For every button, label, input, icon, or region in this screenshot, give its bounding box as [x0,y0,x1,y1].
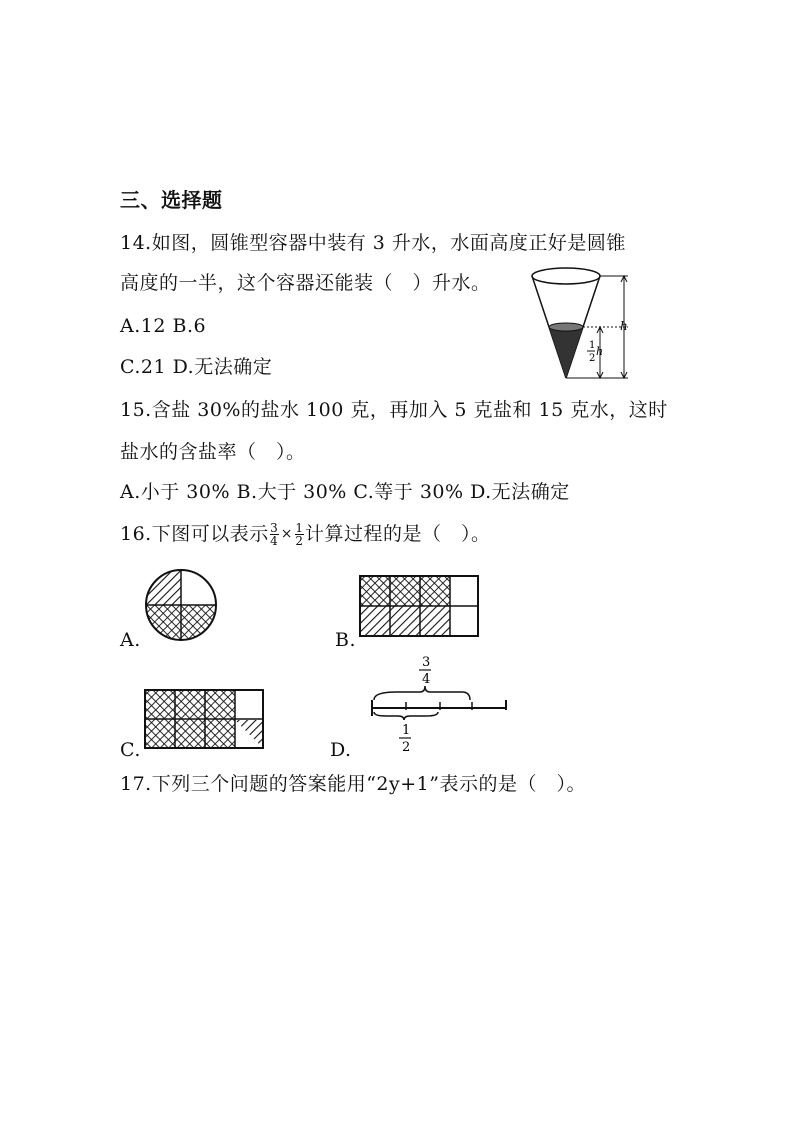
cone-rim [532,268,600,284]
d-bottom-num: 1 [402,723,411,738]
fraction-one-half [295,522,304,547]
half-var: h [596,345,604,358]
q14-line1: 14.如图，圆锥型容器中装有 3 升水，水面高度正好是圆锥 [120,232,626,254]
fraction-numerator: 3 [270,520,279,535]
water-surface [549,323,583,331]
fraction-three-quarters [270,522,279,547]
d-bottom-den: 2 [402,740,411,754]
q17-line: 17.下列三个问题的答案能用“2y+1”表示的是（ ）。 [120,773,586,795]
fraction-denominator: 2 [295,533,304,548]
q14-options-cd: C.21 D.无法确定 [120,356,273,378]
q14-options-ab: A.12 B.6 [120,315,207,337]
cone-water [549,327,583,378]
option-a-circle-figure [142,566,220,644]
bottom-brace [374,712,438,720]
h-label: h [620,319,628,333]
times-sign: × [280,526,293,542]
fraction-numerator: 1 [295,520,304,535]
q14-line2: 高度的一半，这个容器还能装（ ）升水。 [120,272,491,294]
option-c-label: C. [120,739,141,761]
option-b-label: B. [335,629,357,651]
top-brace [374,686,470,700]
q16-prefix: 16.下图可以表示 [120,523,269,545]
cone-figure [528,262,638,386]
d-top-num: 3 [422,655,431,670]
option-a-label: A. [120,629,141,651]
half-num: 1 [589,340,596,351]
fraction-denominator: 4 [270,533,279,548]
half-den: 2 [589,353,596,364]
q15-options: A.小于 30% B.大于 30% C.等于 30% D.无法确定 [120,481,570,503]
d-top-den: 4 [422,672,431,687]
option-b-rect-figure [358,574,480,640]
q16-line [120,516,490,552]
option-c-rect-figure [143,688,265,752]
q15-line2: 盐水的含盐率（ ）。 [120,441,306,463]
q16-suffix: 计算过程的是（ ）。 [304,523,491,545]
option-d-label: D. [330,739,352,761]
section-heading: 三、选择题 [120,188,223,212]
option-d-segment-figure [366,654,512,754]
q15-line1: 15.含盐 30%的盐水 100 克，再加入 5 克盐和 15 克水，这时 [120,399,668,421]
